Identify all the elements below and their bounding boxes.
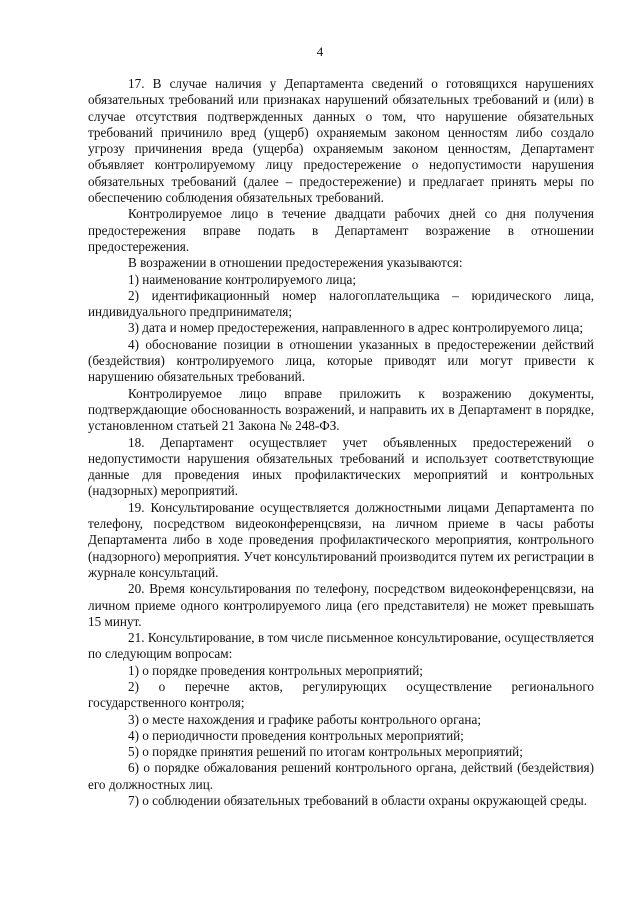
- list-item: 2) о перечне актов, регулирующих осуществление регионального государственного контроля;: [88, 678, 594, 711]
- page-number: 4: [316, 44, 324, 59]
- paragraph-attachments: Контролируемое лицо вправе приложить к возражению документы, подтверждающие обоснованность возражений, и направить их в Департамент в порядке, установленном статьей 21 Закона № 248-ФЗ.: [88, 385, 594, 434]
- list-item: 7) о соблюдении обязательных требований в области охраны окружающей среды.: [128, 793, 588, 809]
- list-item: 1) о порядке проведения контрольных мероприятий;: [128, 662, 423, 678]
- paragraph-18: 18. Департамент осуществляет учет объявленных предостережений о недопустимости нарушения обязательных требований и использует соответствующие данные для проведения иных профилактических мероприятий и контрольных (надзорных) мероприятий.: [88, 434, 594, 499]
- paragraph-19: 19. Консультирование осуществляется должностными лицами Департамента по телефону, посредством видеоконференцсвязи, на личном приеме в часы работы Департамента либо в ходе проведения профилактического мероприятия, контрольного (надзорного) мероприятия. Учет консультирований производится путем их регистрации в журнале консультаций.: [88, 499, 594, 580]
- paragraph-objection-contents: В возражении в отношении предостережения указываются:: [128, 255, 463, 271]
- list-item: 1) наименование контролируемого лица;: [128, 271, 357, 287]
- list-item: 3) дата и номер предостережения, направленного в адрес контролируемого лица;: [128, 320, 584, 336]
- paragraph-21: 21. Консультирование, в том числе письменное консультирование, осуществляется по следующим вопросам:: [88, 630, 594, 662]
- paragraph-objection-right: Контролируемое лицо в течение двадцати рабочих дней со дня получения предостережения вправе подать в Департамент возражение в отношении предостережения.: [88, 206, 594, 254]
- list-item: 4) обоснование позиции в отношении указанных в предостережении действий (бездействия) контролируемого лица, которые приводят или могут привести к нарушению обязательных требований.: [88, 336, 594, 385]
- list-item: 3) о месте нахождения и графике работы контрольного органа;: [128, 711, 481, 727]
- document-body: [88, 76, 594, 809]
- paragraph-17: 17. В случае наличия у Департамента сведений о готовящихся нарушениях обязательных требований или признаках нарушений обязательных требований и (или) в случае отсутствия подтвержденных данных о том, что нарушение обязательных требований причинило вред (ущерб) охраняемым законом ценностям либо создало угрозу причинения вреда (ущерба) охраняемым законом ценностям, Департамент объявляет контролируемому лицу предостережение о недопустимости нарушения обязательных требований (далее – предостережение) и предлагает принять меры по обеспечению соблюдения обязательных требований.: [88, 76, 594, 206]
- list-item: 6) о порядке обжалования решений контрольного органа, действий (бездействия) его должностных лиц.: [88, 760, 594, 792]
- list-item: 5) о порядке принятия решений по итогам контрольных мероприятий;: [128, 744, 523, 760]
- list-item: 2) идентификационный номер налогоплательщика – юридического лица, индивидуального предпринимателя;: [88, 287, 594, 320]
- paragraph-20: 20. Время консультирования по телефону, посредством видеоконференцсвязи, на личном приеме одного контролируемого лица (его представителя) не может превышать 15 минут.: [88, 581, 594, 629]
- list-item: 4) о периодичности проведения контрольных мероприятий;: [128, 727, 464, 743]
